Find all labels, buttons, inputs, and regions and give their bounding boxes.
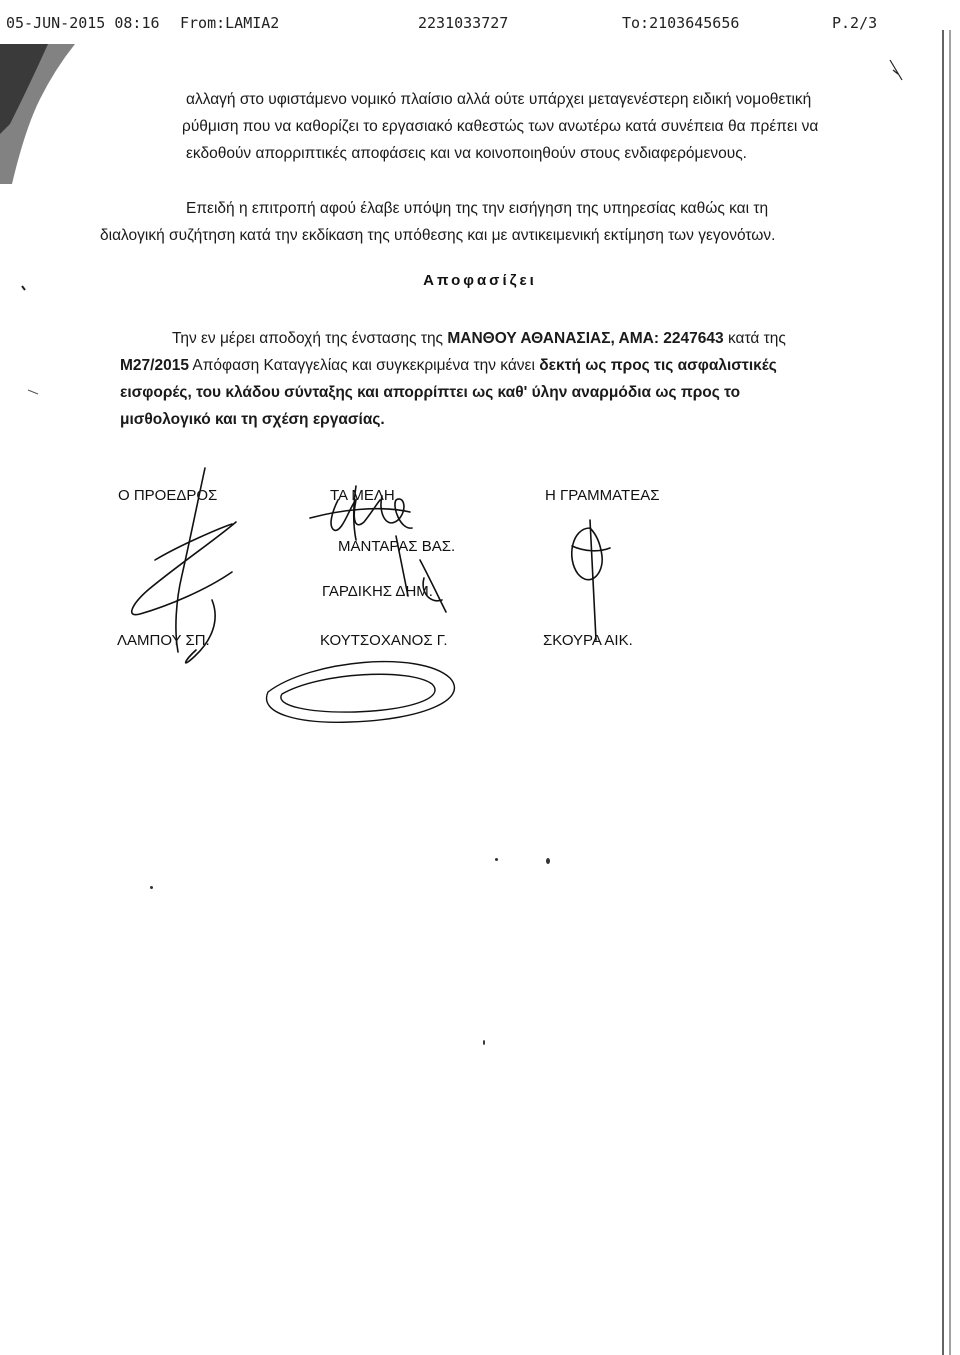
member-name: ΜΑΝΤΑΡΑΣ ΒΑΣ. xyxy=(338,538,456,555)
secretary-signature xyxy=(572,520,610,640)
fax-header xyxy=(0,14,960,40)
scan-speck xyxy=(546,858,550,864)
decision-heading: Αποφασίζει xyxy=(423,272,537,289)
page-edge-line xyxy=(940,30,954,1355)
decision-line xyxy=(120,352,875,379)
fax-page: P.2/3 xyxy=(832,14,878,32)
decision-text: Την εν μέρει αποδοχή της ένστασης της xyxy=(172,330,448,347)
members-title: ΤΑ ΜΕΛΗ xyxy=(330,487,395,504)
decision-paragraph xyxy=(120,325,875,433)
member-name: ΓΑΡΔΙΚΗΣ ΔΗΜ. xyxy=(322,583,433,600)
decision-text: Απόφαση Καταγγελίας και συγκεκριμένα την κάνει xyxy=(188,357,540,374)
chair-name: ΛΑΜΠΟΥ ΣΠ. xyxy=(117,632,210,649)
paragraph-1-line: εκδοθούν απορριπτικές αποφάσεις και να κοινοποιηθούν στους ενδιαφερόμενους. xyxy=(186,145,747,162)
fax-date-time: 05-JUN-2015 08:16 xyxy=(6,14,160,32)
paragraph-2-line: διαλογική συζήτηση κατά την εκδίκαση της υπόθεσης και με αντικειμενική εκτίμηση των γεγονότων. xyxy=(100,227,776,244)
secretary-name: ΣΚΟΥΡΑ ΑΙΚ. xyxy=(543,632,633,649)
chair-signature-loops xyxy=(267,662,455,723)
scan-speck xyxy=(150,886,153,889)
member-name: ΚΟΥΤΣΟΧΑΝΟΣ Γ. xyxy=(320,632,448,649)
scan-smudge xyxy=(0,44,90,184)
decision-text: κατά της xyxy=(723,330,786,347)
paragraph-2 xyxy=(100,195,875,249)
fax-to: To:2103645656 xyxy=(622,14,740,32)
decision-bold-text: δεκτή ως προς τις ασφαλιστικές xyxy=(539,357,777,374)
decision-line xyxy=(172,325,875,352)
paragraph-1 xyxy=(182,86,874,167)
paragraph-1-line: αλλαγή στο υφιστάμενο νομικό πλαίσιο αλλά ούτε υπάρχει μεταγενέστερη ειδική νομοθετική xyxy=(186,91,812,108)
decision-ref: Μ27/2015 xyxy=(120,357,189,374)
appellant-name: ΜΑΝΘΟΥ ΑΘΑΝΑΣΙΑΣ, ΑΜΑ: 2247643 xyxy=(447,330,724,347)
fax-number: 2231033727 xyxy=(418,14,509,32)
decision-line: μισθολογικό και τη σχέση εργασίας. xyxy=(120,411,385,428)
scan-speck xyxy=(483,1040,485,1045)
secretary-title: Η ΓΡΑΜΜΑΤΕΑΣ xyxy=(545,487,660,504)
scan-speck xyxy=(495,858,498,861)
decision-line: εισφορές, του κλάδου σύνταξης και απορρίπτει ως καθ' ύλην αναρμόδια ως προς το xyxy=(120,384,741,401)
paragraph-2-line: Επειδή η επιτροπή αφού έλαβε υπόψη της την εισήγηση της υπηρεσίας καθώς και τη xyxy=(186,200,769,217)
fax-from: From:LAMIA2 xyxy=(180,14,280,32)
chair-title: Ο ΠΡΟΕΔΡΟΣ xyxy=(118,487,218,504)
paragraph-1-line: ρύθμιση που να καθορίζει το εργασιακό καθεστώς των ανωτέρω κατά συνέπεια θα πρέπει να xyxy=(182,118,819,135)
